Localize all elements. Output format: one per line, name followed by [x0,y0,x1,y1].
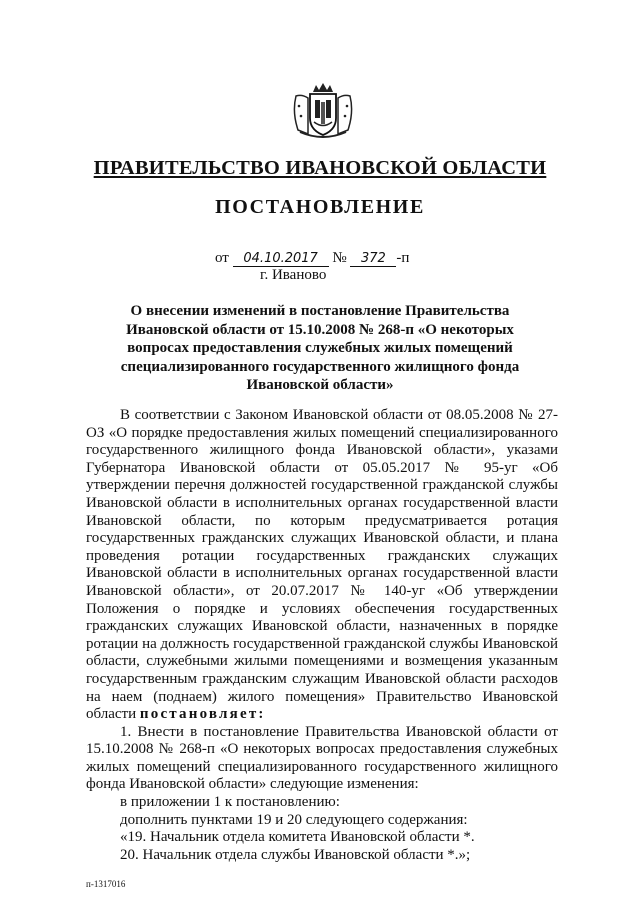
number-prefix: № [332,250,347,266]
date-prefix: от [215,250,229,266]
city: г. Иваново [260,267,327,283]
decree-word: постановляет: [139,706,266,723]
government-title: ПРАВИТЕЛЬСТВО ИВАНОВСКОЙ ОБЛАСТИ [93,157,547,179]
preamble-text: В соответствии с Законом Ивановской области от 08.05.2008 № 27-ОЗ «О порядке предоставления жилых помещений специализированного государственного жилищного фонда Ивановской области», указами Губернатора Ивановской области от 05.05.2017 № 95-уг «Об утверждении перечня должностей государственной гражданской службы Ивановской области в исполнительных органах государственной власти Ивановской области, по которым предусматривается ротация государственных гражданских служащих Ивановской области, и плана проведения ротации государственных гражданских служащих Ивановской области в исполнительных органах государственной власти Ивановской области», от 20.07.2017 № 140-уг «Об утверждении Положения о порядке и условиях обеспечения государственных гражданских служащих Ивановской области, назначенных в порядке ротации на должность государственной гражданской службы Ивановской области, служебными жилыми помещениями и возмещения указанным государственным гражданским служащим Ивановской области расходов на наем (поднаем) жилого помещения» Правительство Ивановской области [86,407,558,723]
coat-of-arms-icon [288,82,358,140]
number-value: 372 [350,252,396,267]
date-number-line [215,250,409,267]
item-1: 1. Внести в постановление Правительства Ивановской области от 15.10.2008 № 268-п «О некоторых вопросах предоставления служебных жилых помещений специализированного государственного жилищного фонда Ивановской области» следующие изменения: [86,723,558,793]
item-20-line: 20. Начальник отдела службы Ивановской области *.»; [120,846,471,863]
preamble-paragraph [86,407,558,724]
number-suffix: -п [396,250,410,266]
document-body [86,407,558,864]
date-value: 04.10.2017 [233,252,329,267]
appendix-line: в приложении 1 к постановлению: [120,794,340,811]
add-items-line: дополнить пунктами 19 и 20 следующего содержания: [120,811,468,828]
footer-code: п-1317016 [86,879,126,889]
item-19-line: «19. Начальник отдела комитета Ивановской области *. [120,829,475,846]
document-subject: О внесении изменений в постановление Правительства Ивановской области от 15.10.2008 № 268-п «О некоторых вопросах предоставления служебных жилых помещений специализированного государственного жилищного фонда Ивановской области» [120,303,520,393]
document-type: ПОСТАНОВЛЕНИЕ [215,196,425,218]
